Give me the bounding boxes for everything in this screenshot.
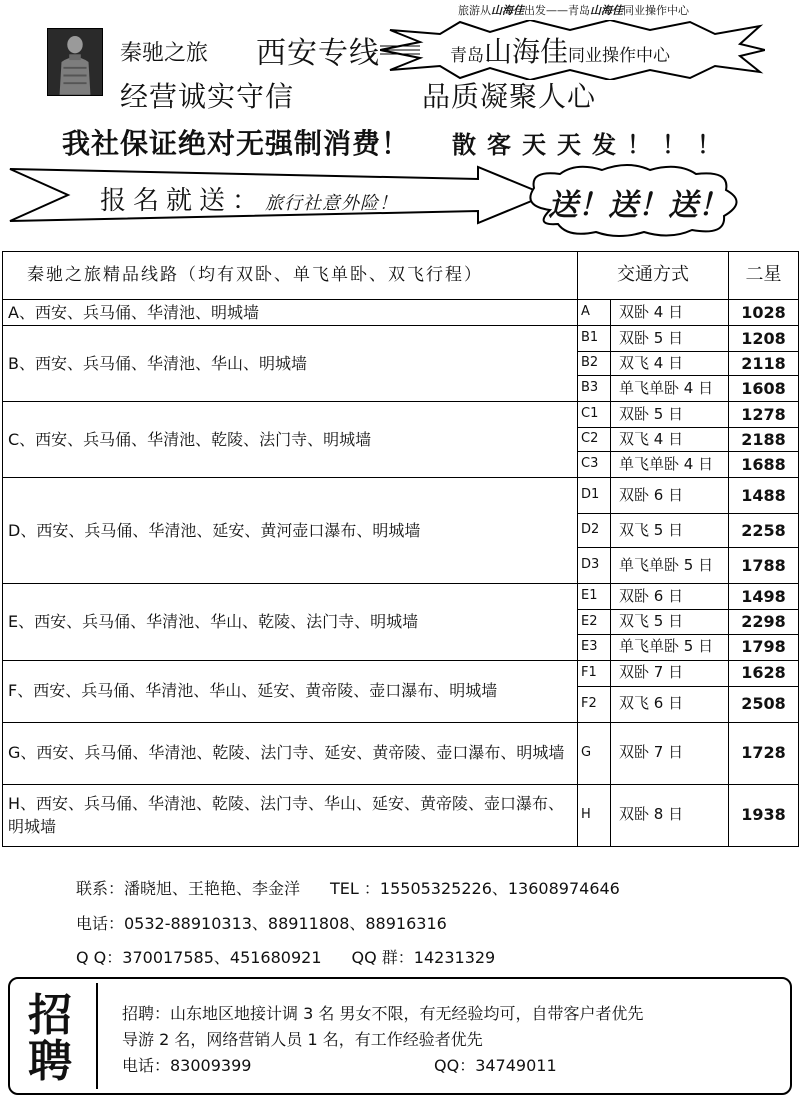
- table-title: 秦驰之旅精品线路（均有双卧、单飞单卧、双飞行程）: [3, 252, 578, 300]
- recruitment-qq: QQ：34749011: [434, 1056, 557, 1075]
- operator-center: 青岛山海佳同业操作中心: [450, 35, 671, 68]
- option-code: D2: [578, 514, 611, 548]
- option-code: B1: [578, 326, 611, 352]
- price-value: 1628: [729, 660, 799, 686]
- recruitment-divider: [96, 983, 98, 1089]
- table-row: [3, 300, 799, 326]
- transport-mode: 双卧 8 日: [611, 784, 729, 846]
- route-name: G、西安、兵马俑、华清池、乾陵、法门寺、延安、黄帝陵、壶口瀑布、明城墙: [3, 722, 578, 784]
- price-value: 1498: [729, 584, 799, 610]
- gift-text: 送！送！送！: [548, 188, 728, 223]
- price-value: 2298: [729, 610, 799, 634]
- option-code: B3: [578, 376, 611, 402]
- transport-mode: 单飞单卧 4 日: [611, 452, 729, 478]
- transport-mode: 双飞 4 日: [611, 428, 729, 452]
- option-code: D3: [578, 548, 611, 584]
- route-name: H、西安、兵马俑、华清池、乾陵、法门寺、华山、延安、黄帝陵、壶口瀑布、明城墙: [3, 784, 578, 846]
- option-code: C3: [578, 452, 611, 478]
- table-row: [3, 478, 799, 514]
- option-code: D1: [578, 478, 611, 514]
- price-value: 1688: [729, 452, 799, 478]
- contact-people-line: 联系：潘晓旭、王艳艳、李金洋 TEL ：15505325226、13608974646: [76, 879, 620, 898]
- top-banner-text: 旅游从山海佳出发——青岛山海佳同业操作中心: [458, 4, 689, 17]
- tel-numbers: TEL ：15505325226、13608974646: [330, 879, 620, 898]
- recruitment-phone: 电话：83009399: [122, 1056, 252, 1075]
- transport-mode: 双飞 6 日: [611, 686, 729, 722]
- table-row: [3, 660, 799, 686]
- transport-mode: 双卧 5 日: [611, 402, 729, 428]
- slogan-honest: 经营诚实守信: [120, 80, 295, 113]
- option-code: H: [578, 784, 611, 846]
- option-code: C2: [578, 428, 611, 452]
- transport-mode: 双卧 4 日: [611, 300, 729, 326]
- table-row: [3, 722, 799, 784]
- table-row: [3, 402, 799, 428]
- price-header: 二星: [729, 252, 799, 300]
- contact-phone-line: 电话：0532-88910313、88911808、88916316: [76, 914, 447, 933]
- route-name: B、西安、兵马俑、华清池、华山、明城墙: [3, 326, 578, 402]
- price-value: 2118: [729, 352, 799, 376]
- option-code: E2: [578, 610, 611, 634]
- option-code: C1: [578, 402, 611, 428]
- option-code: E1: [578, 584, 611, 610]
- price-value: 1488: [729, 478, 799, 514]
- recruitment-line-2: 导游 2 名，网络营销人员 1 名，有工作经验者优先: [122, 1030, 483, 1049]
- table-row: [3, 326, 799, 352]
- routes-table: [2, 251, 799, 847]
- option-code: F2: [578, 686, 611, 722]
- transport-mode: 双卧 5 日: [611, 326, 729, 352]
- qq-group: QQ 群：14231329: [351, 948, 496, 967]
- transport-mode: 单飞单卧 4 日: [611, 376, 729, 402]
- route-name: E、西安、兵马俑、华清池、华山、乾陵、法门寺、明城墙: [3, 584, 578, 660]
- price-value: 2258: [729, 514, 799, 548]
- price-value: 2508: [729, 686, 799, 722]
- transport-header: 交通方式: [578, 252, 729, 300]
- option-code: G: [578, 722, 611, 784]
- recruitment-line-1: 招聘：山东地区地接计调 3 名 男女不限，有无经验均可，自带客户者优先: [122, 1004, 644, 1023]
- transport-mode: 双卧 7 日: [611, 660, 729, 686]
- price-value: 1788: [729, 548, 799, 584]
- route-name: D、西安、兵马俑、华清池、延安、黄河壶口瀑布、明城墙: [3, 478, 578, 584]
- transport-mode: 单飞单卧 5 日: [611, 548, 729, 584]
- route-name: C、西安、兵马俑、华清池、乾陵、法门寺、明城墙: [3, 402, 578, 478]
- transport-mode: 双卧 6 日: [611, 584, 729, 610]
- option-code: F1: [578, 660, 611, 686]
- table-row: [3, 584, 799, 610]
- transport-mode: 单飞单卧 5 日: [611, 634, 729, 660]
- terracotta-warrior-icon: [47, 28, 103, 96]
- price-value: 1938: [729, 784, 799, 846]
- route-line-title: 西安专线: [256, 36, 380, 71]
- daily-departure-notice: 散客天天发！！！: [452, 131, 732, 159]
- transport-mode: 双卧 6 日: [611, 478, 729, 514]
- recruitment-label: 招聘: [28, 990, 72, 1087]
- transport-mode: 双飞 5 日: [611, 514, 729, 548]
- option-code: E3: [578, 634, 611, 660]
- price-value: 1208: [729, 326, 799, 352]
- contact-qq-line: Q Q：370017585、451680921 QQ 群：14231329: [76, 948, 496, 967]
- brand-name: 秦驰之旅: [120, 41, 209, 66]
- table-row: [3, 784, 799, 846]
- transport-mode: 双飞 4 日: [611, 352, 729, 376]
- slogan-quality: 品质凝聚人心: [422, 80, 597, 113]
- price-value: 1278: [729, 402, 799, 428]
- price-value: 1028: [729, 300, 799, 326]
- option-code: A: [578, 300, 611, 326]
- price-value: 1728: [729, 722, 799, 784]
- transport-mode: 双飞 5 日: [611, 610, 729, 634]
- no-forced-shopping-notice: 我社保证绝对无强制消费！: [62, 127, 411, 160]
- signup-gift-text: 报名就送：旅行社意外险！: [100, 186, 399, 216]
- transport-mode: 双卧 7 日: [611, 722, 729, 784]
- price-value: 1608: [729, 376, 799, 402]
- recruitment-box: [8, 977, 792, 1095]
- table-header-row: [3, 252, 799, 300]
- recruitment-contact: [122, 1053, 557, 1076]
- price-value: 2188: [729, 428, 799, 452]
- price-value: 1798: [729, 634, 799, 660]
- route-name: F、西安、兵马俑、华清池、华山、延安、黄帝陵、壶口瀑布、明城墙: [3, 660, 578, 722]
- route-name: A、西安、兵马俑、华清池、明城墙: [3, 300, 578, 326]
- option-code: B2: [578, 352, 611, 376]
